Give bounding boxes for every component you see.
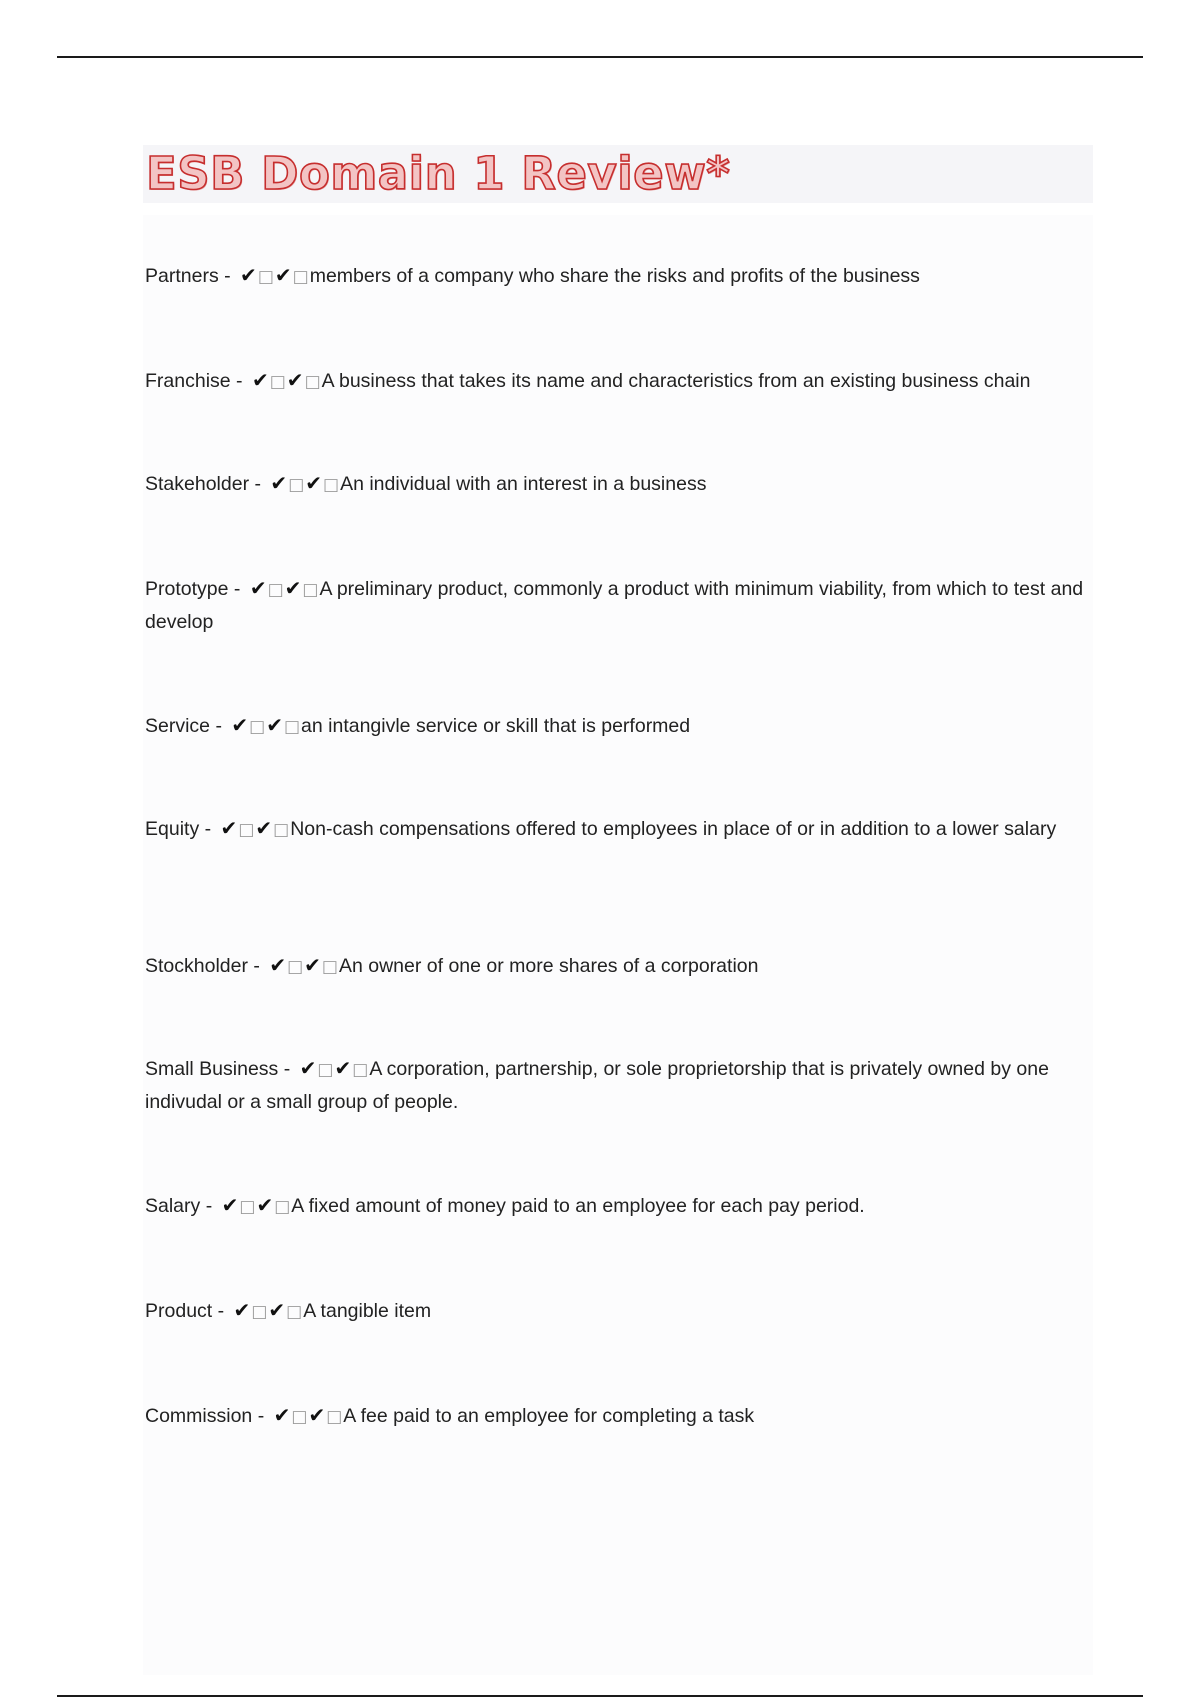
separator: - (278, 1058, 296, 1080)
box-icon: □ (352, 1060, 369, 1080)
flashcard-entry (145, 812, 1085, 846)
flashcard-entry (145, 467, 1085, 501)
checkmark-icon: ✔ (305, 471, 323, 495)
term: Partners (145, 265, 219, 287)
term: Commission (145, 1405, 253, 1427)
box-icon: □ (291, 1407, 308, 1427)
checkmark-icon: ✔ (231, 713, 249, 737)
term: Prototype (145, 578, 229, 600)
document-title: ESB Domain 1 Review* (146, 147, 731, 200)
definition: A fee paid to an employee for completing a task (343, 1405, 755, 1427)
checkmark-icon: ✔ (220, 816, 238, 840)
term: Stakeholder (145, 473, 250, 495)
checkmark-icon: ✔ (273, 1403, 291, 1427)
separator: - (210, 715, 228, 737)
box-icon: □ (317, 1060, 334, 1080)
checkmark-icon: ✔ (304, 953, 321, 977)
checkmark-icon: ✔ (269, 953, 287, 977)
definition: members of a company who share the risks and profits of the business (309, 265, 920, 287)
flashcard-entry (145, 572, 1085, 638)
box-icon: □ (321, 957, 338, 977)
box-icon: □ (267, 580, 284, 600)
term: Service (145, 715, 211, 737)
flashcard-entry (145, 1052, 1085, 1118)
box-icon: □ (326, 1407, 343, 1427)
box-icon: □ (323, 475, 340, 495)
box-icon: □ (251, 1302, 268, 1322)
checkmark-icon: ✔ (251, 368, 269, 392)
box-icon: □ (269, 372, 286, 392)
flashcard-entry (145, 949, 1085, 983)
checkmark-icon: ✔ (299, 1056, 317, 1080)
term: Salary (145, 1195, 201, 1217)
content-area (143, 215, 1093, 1675)
checkmark-icon: ✔ (270, 471, 288, 495)
box-icon: □ (239, 1197, 256, 1217)
flashcard-entry (145, 259, 1085, 293)
checkmark-icon: ✔ (274, 263, 292, 287)
definition: A tangible item (303, 1300, 432, 1322)
checkmark-icon: ✔ (249, 576, 267, 600)
checkmark-icon: ✔ (256, 1193, 274, 1217)
checkmark-icon: ✔ (334, 1056, 352, 1080)
definition: A business that takes its name and characteristics from an existing business chain (321, 370, 1031, 392)
checkmark-icon: ✔ (268, 1298, 286, 1322)
box-icon: □ (302, 580, 319, 600)
box-icon: □ (287, 957, 304, 977)
checkmark-icon: ✔ (284, 576, 302, 600)
box-icon: □ (283, 717, 301, 737)
term: Product (145, 1300, 213, 1322)
flashcard-entry (145, 1294, 1085, 1328)
definition: An individual with an interest in a business (340, 473, 707, 495)
box-icon: □ (257, 267, 274, 287)
footer-rule (57, 1695, 1143, 1697)
checkmark-icon: ✔ (286, 368, 304, 392)
separator: - (230, 370, 248, 392)
checkmark-icon: ✔ (266, 713, 283, 737)
checkmark-icon: ✔ (240, 263, 257, 287)
flashcard-entry (145, 709, 1085, 743)
box-icon: □ (286, 1302, 303, 1322)
term: Stockholder (145, 955, 248, 977)
box-icon: □ (288, 475, 305, 495)
separator: - (200, 1195, 218, 1217)
checkmark-icon: ✔ (255, 816, 273, 840)
box-icon: □ (292, 267, 309, 287)
definition: A preliminary product, commonly a product with minimum viability, from which to test and develop (145, 578, 1084, 633)
separator: - (212, 1300, 230, 1322)
flashcard-entry (145, 364, 1085, 398)
separator: - (247, 955, 266, 977)
flashcard-entry (145, 1399, 1085, 1433)
definition: An owner of one or more shares of a corporation (338, 955, 759, 977)
separator: - (218, 265, 237, 287)
flashcard-entry (145, 1189, 1085, 1223)
definition: A corporation, partnership, or sole proprietorship that is privately owned by one indivudal or a small group of people. (145, 1058, 1049, 1113)
definition: Non-cash compensations offered to employees in place of or in addition to a lower salary (290, 818, 1057, 840)
separator: - (249, 473, 267, 495)
header-rule (57, 56, 1143, 58)
checkmark-icon: ✔ (233, 1298, 251, 1322)
separator: - (199, 818, 217, 840)
box-icon: □ (274, 1197, 291, 1217)
term: Small Business (145, 1058, 279, 1080)
checkmark-icon: ✔ (221, 1193, 239, 1217)
separator: - (228, 578, 246, 600)
separator: - (252, 1405, 270, 1427)
box-icon: □ (249, 717, 266, 737)
term: Equity (145, 818, 200, 840)
term: Franchise (145, 370, 231, 392)
checkmark-icon: ✔ (308, 1403, 326, 1427)
box-icon: □ (304, 372, 321, 392)
box-icon: □ (238, 820, 255, 840)
box-icon: □ (273, 820, 290, 840)
definition: an intangivle service or skill that is performed (301, 715, 691, 737)
definition: A fixed amount of money paid to an employee for each pay period. (291, 1195, 865, 1217)
